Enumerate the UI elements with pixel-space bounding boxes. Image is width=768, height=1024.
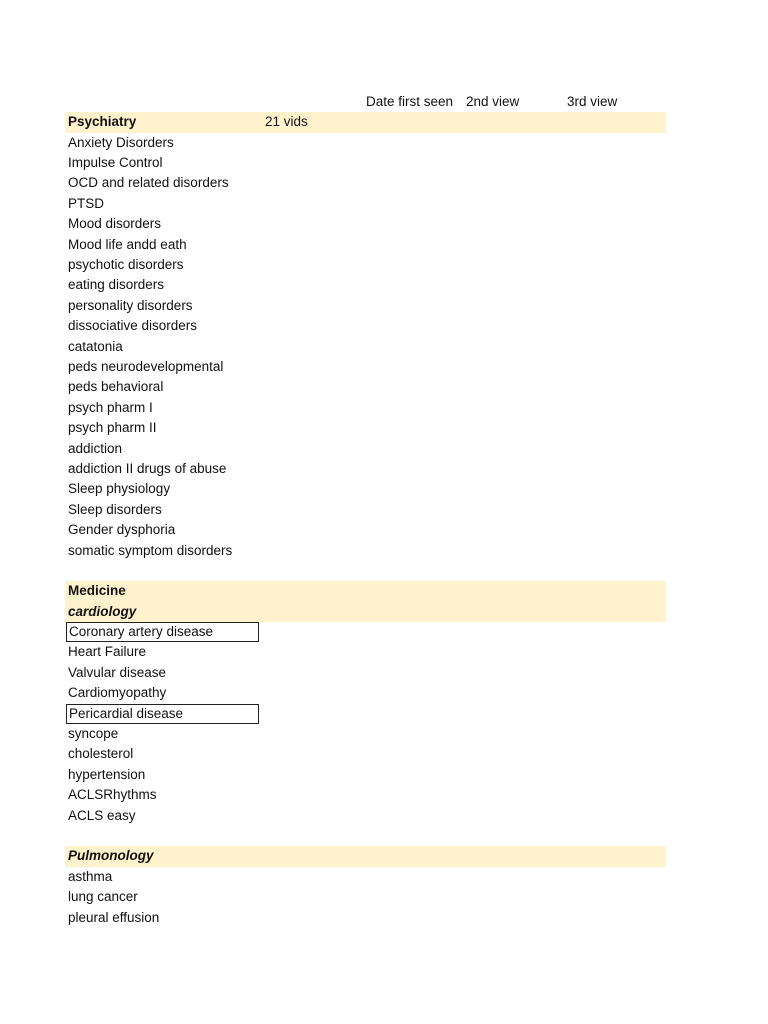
table-row: [65, 235, 666, 255]
topic-rows: [65, 112, 666, 928]
topic-cell: Cardiomyopathy: [68, 685, 167, 701]
section-title: Psychiatry: [68, 114, 137, 130]
topic-cell: peds behavioral: [68, 379, 164, 395]
table-row: [65, 275, 666, 295]
topic-cell: Gender dysphoria: [68, 522, 176, 538]
section-header-row: [65, 846, 666, 866]
topic-cell: Sleep disorders: [68, 501, 162, 517]
table-row: [65, 663, 666, 683]
table-row: [65, 459, 666, 479]
table-row: [65, 541, 666, 561]
table-row: [65, 296, 666, 316]
table-row: [65, 255, 666, 275]
table-row: [65, 642, 666, 662]
topic-cell: pleural effusion: [68, 909, 160, 925]
topic-cell: addiction II drugs of abuse: [68, 460, 227, 476]
section-title: Medicine: [68, 583, 126, 599]
section-header-row: [65, 602, 666, 622]
topic-cell: syncope: [68, 726, 119, 742]
column-header-date-first-seen: Date first seen: [366, 94, 454, 109]
table-row: [65, 724, 666, 744]
selected-topic-cell[interactable]: Pericardial disease: [66, 704, 259, 724]
blank-row: [65, 561, 666, 581]
section-title: Pulmonology: [68, 848, 154, 864]
video-count-note: 21 vids: [265, 114, 308, 130]
table-row: [65, 479, 666, 499]
topic-cell: Mood life andd eath: [68, 236, 187, 252]
table-row: [65, 765, 666, 785]
topic-cell: catatonia: [68, 338, 123, 354]
table-row: [65, 377, 666, 397]
topic-cell: Impulse Control: [68, 155, 163, 171]
table-row: [65, 908, 666, 928]
section-title: cardiology: [68, 603, 137, 619]
topic-cell: eating disorders: [68, 277, 165, 293]
topic-cell: OCD and related disorders: [68, 175, 229, 191]
table-row: [65, 398, 666, 418]
topic-cell: psych pharm II: [68, 420, 157, 436]
topic-cell: hypertension: [68, 766, 146, 782]
blank-row: [65, 826, 666, 846]
topic-cell: Valvular disease: [68, 664, 167, 680]
topic-cell: ACLS easy: [68, 807, 136, 823]
topic-cell: personality disorders: [68, 297, 193, 313]
spreadsheet: [65, 92, 666, 928]
topic-cell: ACLSRhythms: [68, 787, 157, 803]
topic-cell: psychotic disorders: [68, 257, 184, 273]
table-row: [65, 153, 666, 173]
topic-cell: addiction: [68, 440, 123, 456]
table-row: [65, 214, 666, 234]
table-row: [65, 418, 666, 438]
section-header-row: [65, 112, 666, 132]
table-row: [65, 785, 666, 805]
topic-cell: dissociative disorders: [68, 318, 198, 334]
topic-cell: Sleep physiology: [68, 481, 171, 497]
column-header-row: [65, 92, 666, 112]
table-row: [65, 704, 666, 724]
topic-cell: cholesterol: [68, 746, 134, 762]
table-row: [65, 337, 666, 357]
topic-cell: somatic symptom disorders: [68, 542, 233, 558]
table-row: [65, 194, 666, 214]
table-row: [65, 173, 666, 193]
table-row: [65, 357, 666, 377]
table-row: [65, 133, 666, 153]
table-row: [65, 806, 666, 826]
table-row: [65, 500, 666, 520]
table-row: [65, 887, 666, 907]
topic-cell: PTSD: [68, 195, 105, 211]
topic-cell: Mood disorders: [68, 216, 162, 232]
topic-cell: Anxiety Disorders: [68, 134, 174, 150]
column-header-3rd-view: 3rd view: [567, 94, 618, 109]
table-row: [65, 520, 666, 540]
table-row: [65, 316, 666, 336]
table-row: [65, 622, 666, 642]
table-row: [65, 683, 666, 703]
topic-cell: asthma: [68, 868, 113, 884]
topic-cell: psych pharm I: [68, 399, 153, 415]
table-row: [65, 439, 666, 459]
topic-cell: lung cancer: [68, 889, 138, 905]
section-header-row: [65, 581, 666, 601]
table-row: [65, 744, 666, 764]
table-row: [65, 867, 666, 887]
selected-topic-cell[interactable]: Coronary artery disease: [66, 622, 259, 642]
topic-cell: Heart Failure: [68, 644, 147, 660]
column-header-2nd-view: 2nd view: [466, 94, 520, 109]
topic-cell: peds neurodevelopmental: [68, 358, 224, 374]
